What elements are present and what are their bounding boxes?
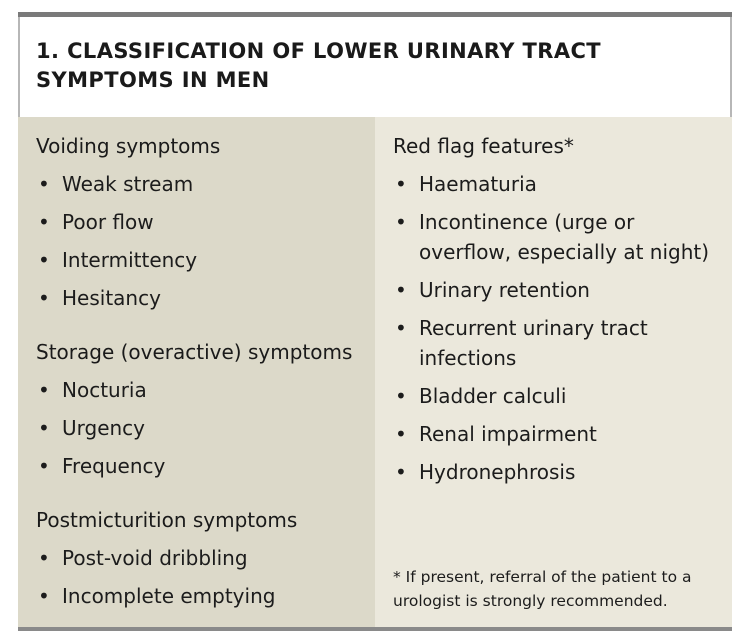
- left-column: [18, 117, 375, 627]
- bullet-icon: •: [395, 422, 407, 446]
- storage-symptoms-heading: Storage (overactive) symptoms: [36, 340, 353, 364]
- list-item: • Incomplete emptying: [36, 581, 366, 611]
- classification-box: [18, 12, 732, 632]
- bullet-icon: •: [38, 286, 50, 310]
- list-item: • Post-void dribbling: [36, 543, 366, 573]
- list-item: • Intermittency: [36, 245, 366, 275]
- bullet-icon: •: [395, 460, 407, 484]
- list-item: • Weak stream: [36, 169, 366, 199]
- bullet-icon: •: [38, 210, 50, 234]
- bullet-icon: •: [38, 546, 50, 570]
- list-item: • Nocturia: [36, 375, 366, 405]
- right-column: [375, 117, 732, 627]
- box-title: 1. CLASSIFICATION OF LOWER URINARY TRACT SYMPTOMS IN MEN: [36, 39, 602, 92]
- list-item: • Urgency: [36, 413, 366, 443]
- bullet-icon: •: [38, 172, 50, 196]
- list-item: • Renal impairment: [393, 419, 723, 449]
- bullet-icon: •: [395, 316, 407, 340]
- bullet-icon: •: [38, 416, 50, 440]
- bullet-icon: •: [395, 278, 407, 302]
- postmicturition-symptoms-list: [36, 543, 366, 619]
- bullet-icon: •: [38, 454, 50, 478]
- box-header: [18, 17, 732, 117]
- voiding-symptoms-heading: Voiding symptoms: [36, 134, 221, 158]
- list-item: • Haematuria: [393, 169, 723, 199]
- list-item: • Recurrent urinary tract infections: [393, 313, 723, 373]
- bullet-icon: •: [38, 248, 50, 272]
- bottom-rule: [18, 627, 732, 631]
- list-item: • Hydronephrosis: [393, 457, 723, 487]
- list-item: • Hesitancy: [36, 283, 366, 313]
- list-item: • Frequency: [36, 451, 366, 481]
- bullet-icon: •: [38, 378, 50, 402]
- bullet-icon: •: [38, 584, 50, 608]
- postmicturition-symptoms-heading: Postmicturition symptoms: [36, 508, 298, 532]
- red-flag-features-list: [393, 169, 723, 495]
- bullet-icon: •: [395, 172, 407, 196]
- list-item: • Bladder calculi: [393, 381, 723, 411]
- list-item: • Incontinence (urge or overflow, especially at night): [393, 207, 723, 267]
- bullet-icon: •: [395, 384, 407, 408]
- red-flag-features-heading: Red flag features*: [393, 134, 574, 158]
- voiding-symptoms-list: [36, 169, 366, 321]
- bullet-icon: •: [395, 210, 407, 234]
- list-item: • Poor flow: [36, 207, 366, 237]
- footnote: * If present, referral of the patient to a urologist is strongly recommended.: [393, 568, 692, 610]
- storage-symptoms-list: [36, 375, 366, 489]
- list-item: • Urinary retention: [393, 275, 723, 305]
